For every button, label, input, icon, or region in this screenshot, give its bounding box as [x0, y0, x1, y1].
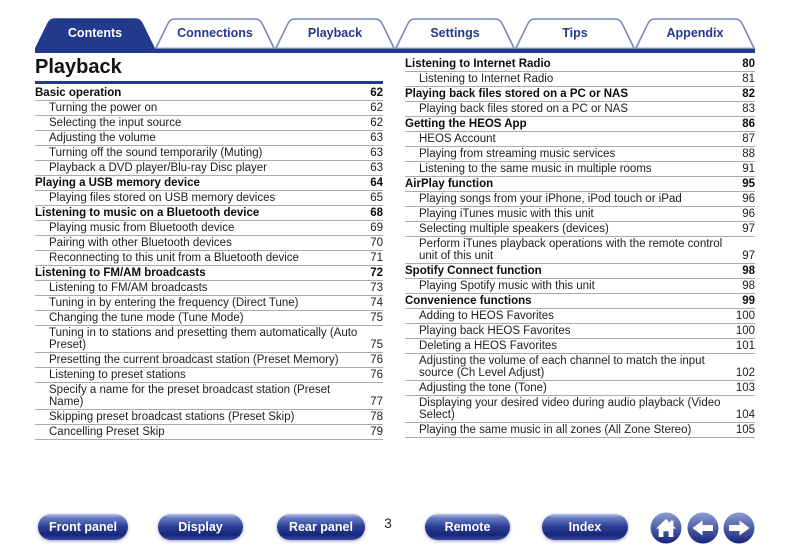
display-button[interactable]: Display — [158, 514, 243, 540]
tab-appendix[interactable] — [635, 18, 755, 49]
forward-button[interactable] — [723, 512, 755, 544]
arrow-left-icon — [687, 512, 719, 544]
toc-entry-label: Selecting multiple speakers (devices) — [419, 223, 609, 235]
toc-entry-label: Listening to Internet Radio — [419, 73, 554, 85]
toc-entry-page: 71 — [370, 252, 383, 264]
toc-entry[interactable] — [405, 87, 755, 102]
toc-entry-label: Pairing with other Bluetooth devices — [49, 237, 232, 249]
toc-entry-page: 63 — [370, 132, 383, 144]
tab-label: Tips — [562, 26, 588, 40]
toc-entry-page: 83 — [742, 103, 755, 115]
toc-entry-page: 81 — [742, 73, 755, 85]
toc-entry[interactable] — [405, 354, 755, 381]
toc-entry-page: 91 — [742, 163, 755, 175]
toc-entry[interactable] — [405, 309, 755, 324]
toc-entry-label: Perform iTunes playback operations with the remote control unit of this unit — [419, 238, 723, 262]
toc-entry-page: 98 — [742, 280, 755, 292]
toc-entry-label: Spotify Connect function — [405, 265, 542, 277]
rear-panel-button[interactable]: Rear panel — [277, 514, 365, 540]
toc-entry-page: 104 — [735, 409, 755, 421]
tab-playback[interactable] — [275, 18, 395, 49]
toc-entry[interactable] — [35, 236, 383, 251]
toc-entry[interactable] — [405, 339, 755, 354]
toc-entry[interactable] — [405, 57, 755, 72]
toc-column-left — [35, 57, 383, 440]
arrow-right-icon — [723, 512, 755, 544]
toc-entry-label: Playing music from Bluetooth device — [49, 222, 235, 234]
toc-entry-page: 63 — [370, 162, 383, 174]
toc-entry-page: 97 — [742, 250, 755, 262]
toc-entry-label: Selecting the input source — [49, 117, 182, 129]
toc-entry-label: Convenience functions — [405, 295, 532, 307]
toc-entry-label: Adjusting the volume — [49, 132, 156, 144]
toc-entry-page: 97 — [742, 223, 755, 235]
back-button[interactable] — [687, 512, 719, 544]
toc-entry-label: Adjusting the tone (Tone) — [419, 382, 547, 394]
toc-entry-label: Listening to FM/AM broadcasts — [35, 267, 206, 279]
toc-entry[interactable] — [35, 191, 383, 206]
toc-entry-label: Playing from streaming music services — [419, 148, 616, 160]
toc-entry-label: Playing the same music in all zones (All Zone Stereo) — [419, 424, 692, 436]
toc-entry-label: Listening to the same music in multiple rooms — [419, 163, 652, 175]
tab-connections[interactable] — [155, 18, 275, 49]
tab-label: Playback — [307, 26, 363, 40]
toc-entry-page: 73 — [370, 282, 383, 294]
toc-entry-label: Changing the tune mode (Tune Mode) — [49, 312, 244, 324]
toc-entry-page: 98 — [742, 265, 755, 277]
toc-entry-label: Reconnecting to this unit from a Bluetooth device — [49, 252, 299, 264]
toc-entry-page: 63 — [370, 147, 383, 159]
toc-entry-page: 105 — [735, 424, 755, 436]
toc-entry-page: 62 — [370, 87, 383, 99]
toc-entry-label: Getting the HEOS App — [405, 118, 527, 130]
toc-entry-label: Basic operation — [35, 87, 122, 99]
toc-entry-page: 96 — [742, 208, 755, 220]
toc-entry[interactable] — [405, 162, 755, 177]
toc-entry-page: 80 — [742, 58, 755, 70]
toc-entry-page: 76 — [370, 354, 383, 366]
toc-entry-label: Playing back HEOS Favorites — [419, 325, 571, 337]
toc-entry[interactable] — [405, 381, 755, 396]
toc-entry[interactable] — [35, 101, 383, 116]
toc-entry-label: Deleting a HEOS Favorites — [419, 340, 558, 352]
toc-entry[interactable] — [405, 423, 755, 438]
toc-entry[interactable] — [405, 222, 755, 237]
tab-bar-underline — [35, 49, 755, 53]
toc-entry-label: Playing songs from your iPhone, iPod touch or iPad — [419, 193, 682, 205]
toc-entry-label: Listening to Internet Radio — [405, 58, 551, 70]
toc-entry[interactable] — [405, 147, 755, 162]
toc-entry-page: 78 — [370, 411, 383, 423]
tab-tips[interactable] — [515, 18, 635, 49]
toc-entry-page: 82 — [742, 88, 755, 100]
toc-entry[interactable] — [405, 396, 755, 423]
toc-entry-page: 102 — [735, 367, 755, 379]
toc-entry[interactable] — [35, 86, 383, 101]
toc-entry[interactable] — [35, 176, 383, 191]
toc-entry-page: 65 — [370, 192, 383, 204]
toc-entry-label: Playing files stored on USB memory devices — [49, 192, 276, 204]
toc-entry-label: Playing iTunes music with this unit — [419, 208, 594, 220]
toc-entry-label: Cancelling Preset Skip — [49, 426, 165, 438]
toc-entry-label: Listening to FM/AM broadcasts — [49, 282, 208, 294]
toc-entry-label: Playing back files stored on a PC or NAS — [419, 103, 629, 115]
toc-entry[interactable] — [405, 324, 755, 339]
toc-entry[interactable] — [35, 296, 383, 311]
toc-entry-label: AirPlay function — [405, 178, 494, 190]
toc-entry[interactable] — [35, 410, 383, 425]
toc-entry-page: 99 — [742, 295, 755, 307]
toc-entry-label: Playing a USB memory device — [35, 177, 200, 189]
toc-entry[interactable] — [405, 207, 755, 222]
toc-entry-page: 62 — [370, 117, 383, 129]
tab-contents[interactable] — [35, 18, 155, 49]
toc-entry-page: 101 — [735, 340, 755, 352]
toc-entry-label: Adjusting the volume of each channel to match the input source (Ch Level Adjust) — [419, 355, 705, 379]
toc-right — [405, 57, 755, 438]
toc-entry-label: Playing back files stored on a PC or NAS — [405, 88, 629, 100]
toc-entry[interactable] — [35, 326, 383, 353]
toc-entry-label: HEOS Account — [419, 133, 496, 145]
tab-label: Connections — [177, 26, 253, 40]
home-icon — [650, 512, 682, 544]
tab-label: Appendix — [666, 26, 724, 40]
toc-entry-page: 88 — [742, 148, 755, 160]
toc-left — [35, 86, 383, 440]
toc-entry[interactable] — [35, 383, 383, 410]
toc-entry-label: Listening to preset stations — [49, 369, 186, 381]
toc-entry-page: 76 — [370, 369, 383, 381]
page-title: Playback — [35, 57, 383, 84]
toc-entry-page: 95 — [742, 178, 755, 190]
toc-entry[interactable] — [35, 206, 383, 221]
toc-entry-label: Turning off the sound temporarily (Muting) — [49, 147, 263, 159]
toc-entry[interactable] — [35, 311, 383, 326]
toc-entry[interactable] — [405, 132, 755, 147]
toc-entry-label: Displaying your desired video during audio playback (Video Select) — [419, 397, 721, 421]
toc-entry-page: 69 — [370, 222, 383, 234]
toc-entry[interactable] — [405, 177, 755, 192]
toc-entry-page: 68 — [370, 207, 383, 219]
toc-entry-page: 100 — [735, 310, 755, 322]
toc-entry[interactable] — [405, 72, 755, 87]
toc-entry-label: Adding to HEOS Favorites — [419, 310, 554, 322]
toc-entry[interactable] — [405, 192, 755, 207]
toc-entry[interactable] — [35, 116, 383, 131]
toc-entry-page: 86 — [742, 118, 755, 130]
toc-entry[interactable] — [35, 425, 383, 440]
toc-entry[interactable] — [405, 102, 755, 117]
toc-entry[interactable] — [35, 368, 383, 383]
toc-entry-label: Tuning in to stations and presetting them automatically (Auto Preset) — [49, 327, 358, 351]
toc-entry[interactable] — [405, 264, 755, 279]
toc-entry[interactable] — [35, 131, 383, 146]
toc-entry-page: 77 — [370, 396, 383, 408]
tab-label: Settings — [430, 26, 480, 40]
toc-entry-page: 75 — [370, 312, 383, 324]
toc-entry-page: 72 — [370, 267, 383, 279]
toc-entry-page: 103 — [735, 382, 755, 394]
toc-entry[interactable] — [35, 146, 383, 161]
front-panel-button[interactable]: Front panel — [38, 514, 128, 540]
toc-entry-page: 87 — [742, 133, 755, 145]
toc-entry[interactable] — [35, 266, 383, 281]
toc-entry-page: 79 — [370, 426, 383, 438]
toc-entry-label: Listening to music on a Bluetooth device — [35, 207, 260, 219]
table-of-contents — [35, 57, 755, 440]
toc-entry-page: 96 — [742, 193, 755, 205]
toc-entry[interactable] — [405, 237, 755, 264]
toc-entry-page: 64 — [370, 177, 383, 189]
toc-entry[interactable] — [405, 279, 755, 294]
remote-button[interactable]: Remote — [425, 514, 510, 540]
toc-entry[interactable] — [35, 221, 383, 236]
toc-entry-label: Skipping preset broadcast stations (Preset Skip) — [49, 411, 295, 423]
page-number: 3 — [384, 516, 392, 531]
toc-entry-page: 62 — [370, 102, 383, 114]
toc-entry[interactable] — [35, 281, 383, 296]
toc-entry-label: Turning the power on — [49, 102, 158, 114]
home-button[interactable] — [650, 512, 682, 544]
toc-entry-label: Specify a name for the preset broadcast station (Preset Name) — [49, 384, 331, 408]
toc-entry[interactable] — [35, 251, 383, 266]
toc-entry-page: 74 — [370, 297, 383, 309]
toc-entry-page: 70 — [370, 237, 383, 249]
index-button[interactable]: Index — [542, 514, 628, 540]
toc-entry-page: 100 — [735, 325, 755, 337]
toc-entry[interactable] — [405, 294, 755, 309]
toc-entry-label: Presetting the current broadcast station (Preset Memory) — [49, 354, 339, 366]
toc-entry[interactable] — [405, 117, 755, 132]
tab-settings[interactable] — [395, 18, 515, 49]
toc-entry-label: Playback a DVD player/Blu-ray Disc player — [49, 162, 267, 174]
toc-entry-label: Tuning in by entering the frequency (Direct Tune) — [49, 297, 299, 309]
tab-bar — [35, 18, 755, 49]
toc-column-right — [405, 57, 755, 438]
toc-entry-page: 75 — [370, 339, 383, 351]
toc-entry-label: Playing Spotify music with this unit — [419, 280, 595, 292]
tab-label: Contents — [67, 26, 123, 40]
toc-entry[interactable] — [35, 353, 383, 368]
toc-entry[interactable] — [35, 161, 383, 176]
